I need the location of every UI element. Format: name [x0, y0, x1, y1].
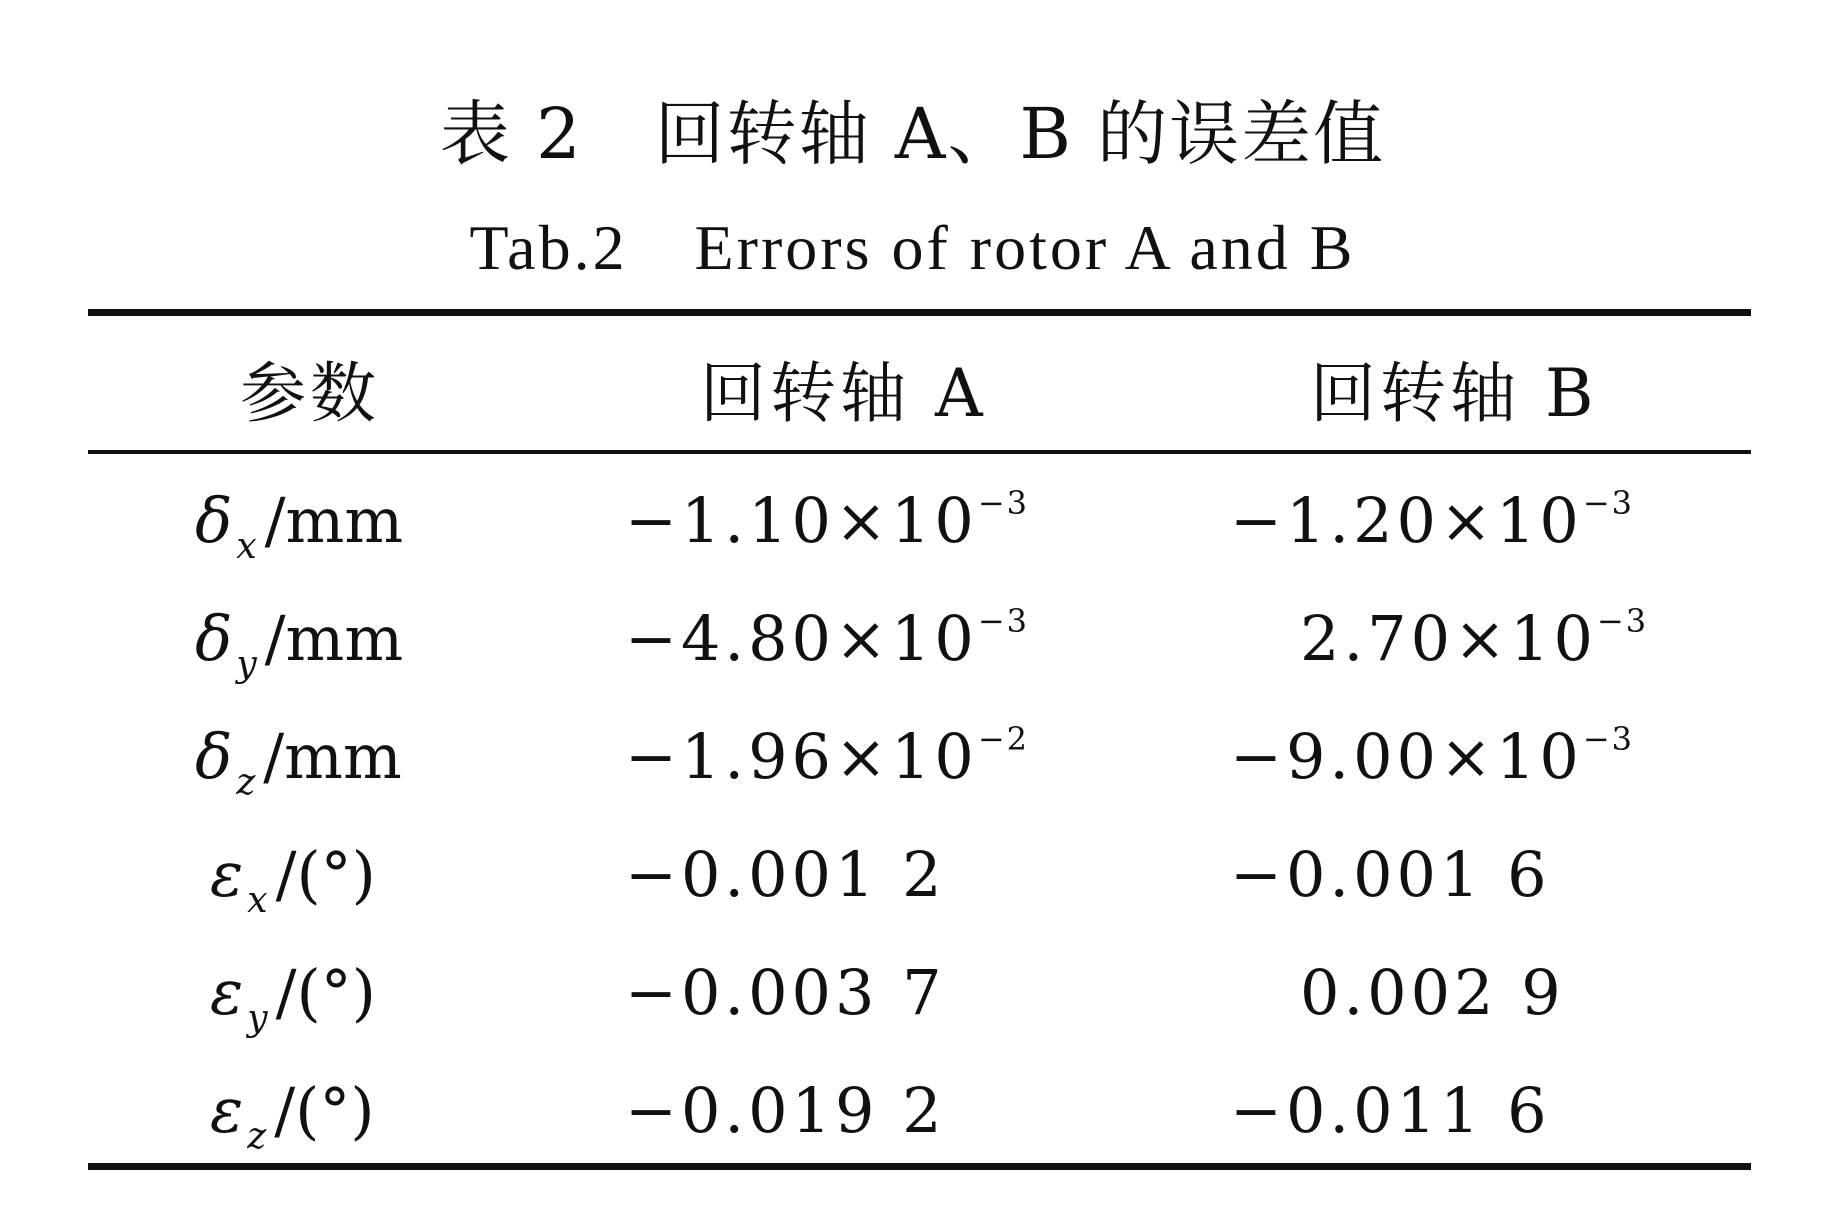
value-mantissa: −4.80×10 — [625, 602, 978, 675]
table-header-rule — [88, 450, 1751, 454]
param-cell — [210, 956, 376, 1039]
value-rotor-a — [625, 720, 1029, 793]
value-exponent: −3 — [1582, 720, 1635, 759]
caption-english: Tab.2 Errors of rotor A and B — [469, 212, 1356, 283]
value-mantissa: −9.00×10 — [1230, 720, 1583, 793]
table-row — [0, 484, 1825, 584]
value-rotor-b — [1230, 720, 1634, 793]
param-subscript: y — [236, 644, 257, 685]
value-exponent: −3 — [977, 602, 1030, 641]
param-symbol: δ — [195, 484, 233, 557]
value-mantissa: −1.96×10 — [625, 720, 978, 793]
value-mantissa: −0.001 6 — [1230, 838, 1551, 911]
caption-chinese: 表 2 回转轴 A、B 的误差值 — [439, 93, 1386, 175]
value-mantissa: 2.70×10 — [1300, 602, 1597, 675]
param-subscript: x — [247, 880, 268, 921]
param-symbol: δ — [195, 602, 233, 675]
param-subscript: y — [247, 998, 268, 1039]
header-rotor-b: 回转轴 B — [1310, 355, 1598, 432]
value-rotor-a — [625, 838, 946, 911]
param-unit: /mm — [264, 602, 404, 675]
value-mantissa: −1.10×10 — [625, 484, 978, 557]
param-cell — [210, 1074, 375, 1157]
param-unit: /(°) — [274, 1074, 375, 1147]
table-row — [0, 956, 1825, 1056]
value-rotor-b — [1300, 956, 1565, 1029]
value-rotor-a — [625, 484, 1029, 557]
value-exponent: −3 — [1582, 484, 1635, 523]
param-cell — [195, 484, 404, 567]
value-exponent: −3 — [1596, 602, 1649, 641]
param-subscript: z — [247, 1116, 267, 1157]
param-symbol: ε — [210, 956, 244, 1029]
value-rotor-a — [625, 602, 1029, 675]
param-unit: /(°) — [275, 838, 376, 911]
table-row — [0, 838, 1825, 938]
param-unit: /(°) — [275, 956, 376, 1029]
value-rotor-b — [1230, 1074, 1551, 1147]
param-cell — [210, 838, 376, 921]
param-unit: /mm — [263, 720, 402, 793]
table-bottom-rule — [88, 1163, 1751, 1170]
param-cell — [195, 602, 404, 685]
table-row — [0, 1074, 1825, 1174]
value-mantissa: −0.001 2 — [625, 838, 946, 911]
value-rotor-b — [1300, 602, 1648, 675]
param-symbol: δ — [195, 720, 233, 793]
value-mantissa: −0.019 2 — [625, 1074, 946, 1147]
value-rotor-a — [625, 956, 946, 1029]
value-mantissa: −0.011 6 — [1230, 1074, 1551, 1147]
table-row — [0, 602, 1825, 702]
header-rotor-a: 回转轴 A — [700, 355, 987, 432]
value-mantissa: −1.20×10 — [1230, 484, 1583, 557]
param-unit: /mm — [264, 484, 404, 557]
value-rotor-b — [1230, 484, 1634, 557]
param-subscript: x — [236, 526, 257, 567]
param-subscript: z — [236, 762, 256, 803]
table-top-rule — [88, 309, 1751, 316]
value-rotor-a — [625, 1074, 946, 1147]
value-rotor-b — [1230, 838, 1551, 911]
value-exponent: −3 — [977, 484, 1030, 523]
header-param: 参数 — [240, 355, 380, 432]
value-mantissa: −0.003 7 — [625, 956, 946, 1029]
value-mantissa: 0.002 9 — [1300, 956, 1565, 1029]
param-symbol: ε — [210, 1074, 244, 1147]
param-symbol: ε — [210, 838, 244, 911]
value-exponent: −2 — [977, 720, 1030, 759]
param-cell — [195, 720, 402, 803]
table-row — [0, 720, 1825, 820]
